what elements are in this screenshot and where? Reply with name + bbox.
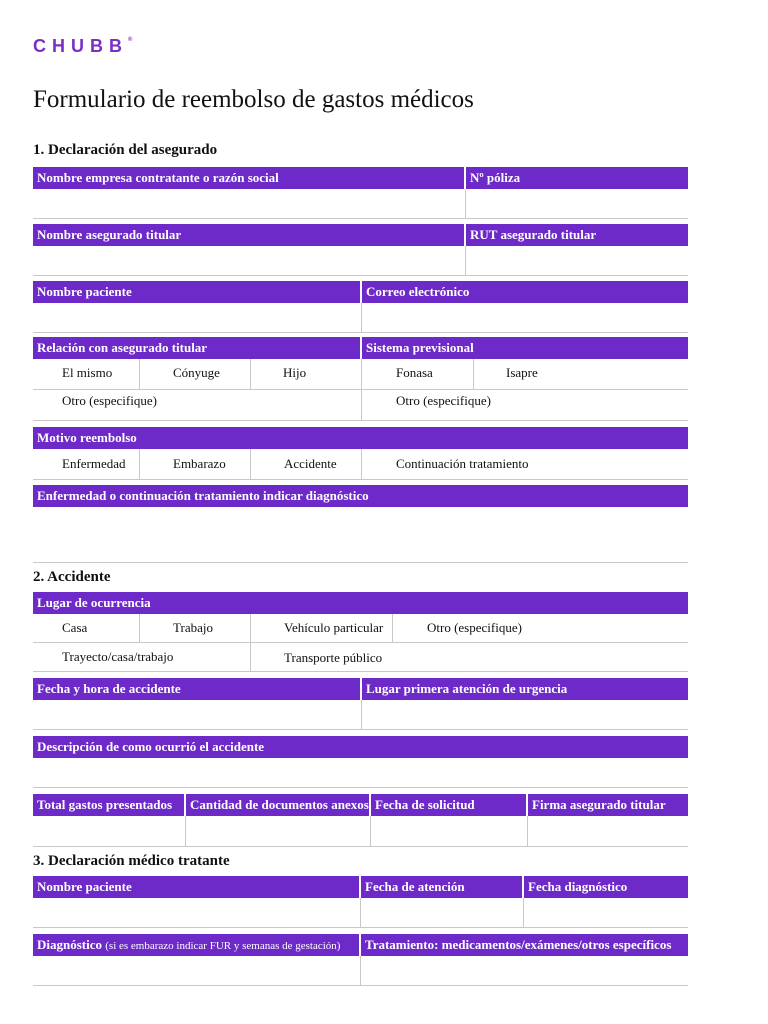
divider: [465, 189, 466, 218]
diagnostico-field[interactable]: [33, 562, 688, 563]
divider: [360, 956, 361, 985]
divider: [361, 449, 362, 479]
option-hijo[interactable]: Hijo: [283, 365, 307, 380]
diagnostico-label: Enfermedad o continuación tratamiento indicar diagnóstico: [33, 485, 688, 507]
divider: [185, 816, 186, 846]
divider: [139, 449, 140, 479]
option-enfermedad[interactable]: Enfermedad: [62, 456, 126, 471]
option-conyuge[interactable]: Cónyuge: [173, 365, 220, 380]
divider: [250, 359, 251, 389]
divider: [360, 898, 361, 927]
asegurado-field[interactable]: [33, 275, 688, 276]
paciente-label: Nombre paciente: [33, 281, 360, 303]
empresa-label: Nombre empresa contratante o razón social: [33, 167, 464, 189]
row-divider: [33, 671, 688, 672]
divider: [139, 359, 140, 389]
relacion-label: Relación con asegurado titular: [33, 337, 360, 359]
empresa-field[interactable]: [33, 218, 688, 219]
diagnostico-field-medico[interactable]: [33, 985, 688, 986]
option-accidente[interactable]: Accidente: [284, 456, 337, 471]
option-el-mismo[interactable]: El mismo: [62, 365, 113, 380]
poliza-label: Nº póliza: [466, 167, 688, 189]
row-divider: [33, 389, 688, 390]
divider: [250, 449, 251, 479]
total-gastos-label: Total gastos presentados: [33, 794, 184, 816]
option-trayecto[interactable]: Trayecto/casa/trabajo: [62, 649, 174, 664]
diagnostico-medico-label: [33, 934, 359, 956]
medico-paciente-label: Nombre paciente: [33, 876, 359, 898]
option-continuacion[interactable]: Continuación tratamiento: [396, 456, 529, 471]
primera-atencion-label: Lugar primera atención de urgencia: [362, 678, 688, 700]
lugar-label: Lugar de ocurrencia: [33, 592, 688, 614]
divider: [465, 246, 466, 275]
fecha-accidente-label: Fecha y hora de accidente: [33, 678, 360, 700]
section-1-heading: 1. Declaración del asegurado: [33, 142, 218, 158]
correo-label: Correo electrónico: [362, 281, 688, 303]
divider: [361, 303, 362, 332]
brand-logo: [33, 36, 132, 57]
option-otro-sistema[interactable]: Otro (especifique): [396, 393, 491, 408]
section-2-heading: 2. Accidente: [33, 569, 111, 585]
descripcion-field[interactable]: [33, 787, 688, 788]
totales-field[interactable]: [33, 846, 688, 847]
asegurado-label: Nombre asegurado titular: [33, 224, 464, 246]
option-embarazo[interactable]: Embarazo: [173, 456, 226, 471]
divider: [392, 614, 393, 643]
row-divider: [33, 420, 688, 421]
option-isapre[interactable]: Isapre: [506, 365, 538, 380]
row-divider: [33, 642, 688, 643]
tratamiento-label: Tratamiento: medicamentos/exámenes/otros específicos: [361, 934, 688, 956]
motivo-label: Motivo reembolso: [33, 427, 688, 449]
descripcion-label: Descripción de como ocurrió el accidente: [33, 736, 688, 758]
option-transporte[interactable]: Transporte público: [284, 650, 383, 665]
row-divider: [33, 479, 688, 480]
section-3-heading: 3. Declaración médico tratante: [33, 853, 230, 869]
divider: [361, 700, 362, 729]
option-vehiculo[interactable]: Vehículo particular: [284, 620, 384, 635]
brand-registered-mark: ®: [128, 37, 133, 43]
diagnostico-note: (si es embarazo indicar FUR y semanas de gestación): [105, 940, 341, 952]
divider: [527, 816, 528, 846]
fecha-diagnostico-label: Fecha diagnóstico: [524, 876, 688, 898]
divider: [250, 614, 251, 672]
option-fonasa[interactable]: Fonasa: [396, 365, 433, 380]
rut-label: RUT asegurado titular: [466, 224, 688, 246]
option-otro-lugar[interactable]: Otro (especifique): [427, 620, 522, 635]
medico-paciente-field[interactable]: [33, 927, 688, 928]
divider: [523, 898, 524, 927]
firma-label: Firma asegurado titular: [528, 794, 688, 816]
sistema-label: Sistema previsional: [362, 337, 688, 359]
fecha-accidente-field[interactable]: [33, 729, 688, 730]
fecha-solicitud-label: Fecha de solicitud: [371, 794, 526, 816]
divider: [370, 816, 371, 846]
option-trabajo[interactable]: Trabajo: [173, 620, 213, 635]
option-casa[interactable]: Casa: [62, 620, 88, 635]
paciente-field[interactable]: [33, 332, 688, 333]
option-otro-relacion[interactable]: Otro (especifique): [62, 393, 157, 408]
brand-name: CHUBB: [33, 36, 128, 56]
page-title: Formulario de reembolso de gastos médicos: [33, 86, 474, 113]
diagnostico-title: Diagnóstico: [37, 937, 102, 952]
cantidad-documentos-label: Cantidad de documentos anexos: [186, 794, 369, 816]
divider: [473, 359, 474, 389]
fecha-atencion-label: Fecha de atención: [361, 876, 522, 898]
divider: [139, 614, 140, 643]
